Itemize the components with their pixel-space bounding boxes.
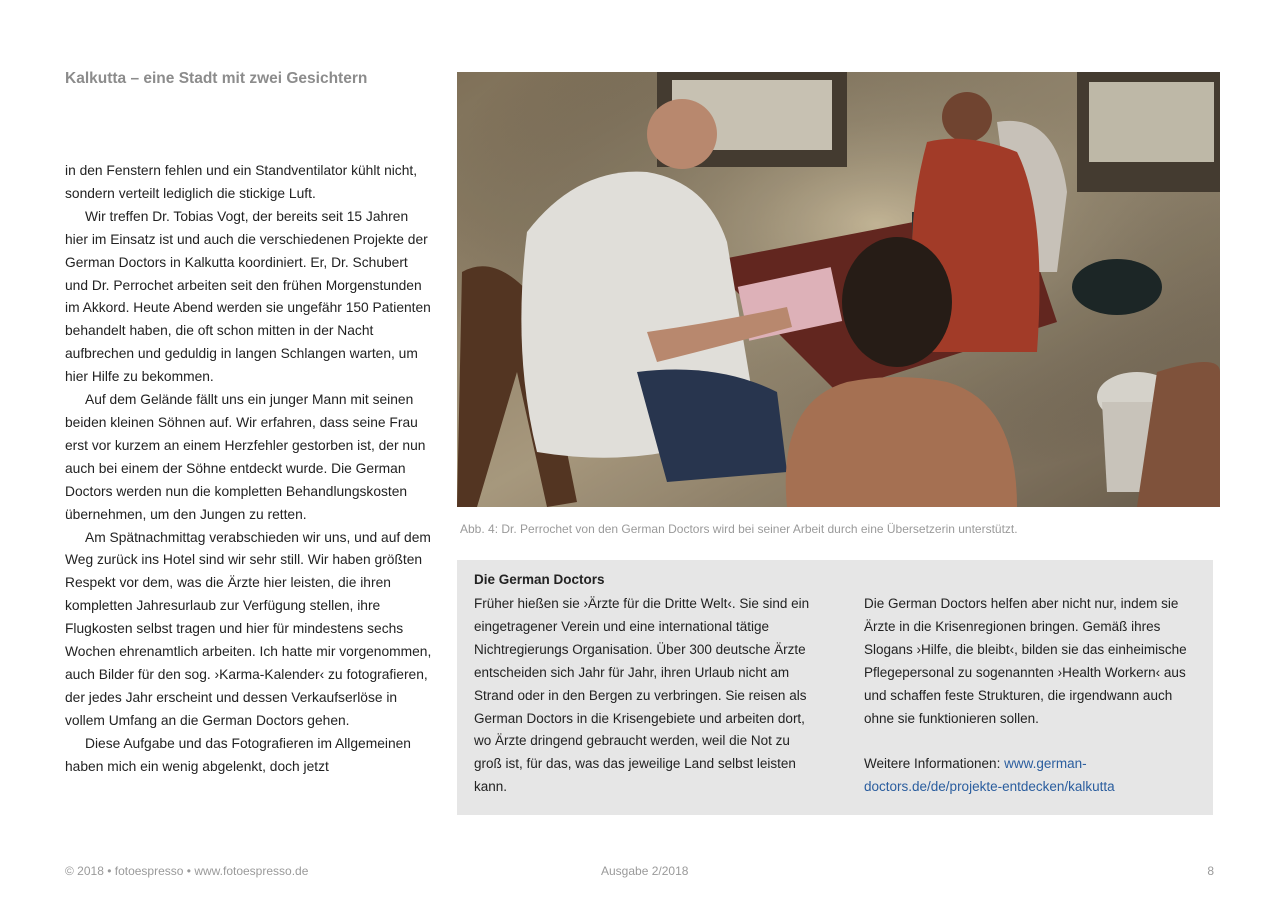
- photo-illustration: [457, 72, 1220, 507]
- article-photo: [457, 72, 1220, 507]
- more-info-label: Weitere Informationen:: [864, 756, 1005, 772]
- article-paragraph: Diese Aufgabe und das Fotografieren im Allgemeinen haben mich ein wenig abgelenkt, doch jetzt: [65, 735, 411, 774]
- info-box-column-left: [474, 593, 814, 799]
- article-paragraph: Auf dem Gelände fällt uns ein junger Mann mit seinen beiden kleinen Söhnen auf. Wir erfahren, dass seine Frau erst vor kurzem an einem Herzfehler gestorben ist, der nun auch bei einem der Söhne entdeckt wurde. Die German Doctors werden nun die kompletten Behandlungskosten übernehmen, um den Jungen zu retten.: [65, 392, 426, 522]
- info-box-heading: Die German Doctors: [474, 572, 605, 587]
- article-paragraph: Am Spätnachmittag verabschieden wir uns, und auf dem Weg zurück ins Hotel sind wir sehr still. Wir haben größten Respekt vor dem, was die Ärzte hier leisten, die ihren kompletten Jahresurlaub zur Verfügung stellen, ihre Flugkosten selbst tragen und hier für mindestens sechs Wochen ehrenamtlich arbeiten. Ich hatte mir vorgenommen, auch Bilder für den sog. ›Karma-Kalender‹ zu fotografieren, der jedes Jahr erscheint und dessen Verkaufserlöse in vollem Umfang an die German Doctors gehen.: [65, 529, 432, 728]
- figure-caption: Abb. 4: Dr. Perrochet von den German Doctors wird bei seiner Arbeit durch eine Übersetzerin unterstützt.: [460, 522, 1018, 536]
- page-number: 8: [1207, 864, 1214, 878]
- info-box-paragraph: Früher hießen sie ›Ärzte für die Dritte Welt‹. Sie sind ein eingetragener Verein und eine international tätige Nichtregierungs Organisation. Über 300 deutsche Ärzte entscheiden sich Jahr für Jahr, ihren Urlaub nicht am Strand oder in den Bergen zu verbringen. Sie reisen als German Doctors in die Krisengebiete und arbeiten dort, wo Ärzte dringend gebraucht werden, weil die Not zu groß ist, für das, was das jeweilige Land selbst leisten kann.: [474, 596, 810, 795]
- section-title: Kalkutta – eine Stadt mit zwei Gesichtern: [65, 70, 368, 87]
- footer-issue: Ausgabe 2/2018: [601, 864, 689, 878]
- footer-copyright: © 2018 • fotoespresso • www.fotoespresso.de: [65, 864, 309, 878]
- more-info-line: [864, 753, 1194, 799]
- article-paragraph: in den Fenstern fehlen und ein Standventilator kühlt nicht, sondern verteilt lediglich die stickige Luft.: [65, 163, 418, 201]
- article-paragraph: Wir treffen Dr. Tobias Vogt, der bereits seit 15 Jahren hier im Einsatz ist und auch die verschiedenen Projekte der German Doctors in Kalkutta koordiniert. Er, Dr. Schubert und Dr. Perrochet arbeiten seit den frühen Morgenstunden im Akkord. Heute Abend werden sie ungefähr 150 Patienten behandelt haben, die oft schon mitten in der Nacht aufbrechen und geduldig in langen Schlangen warten, um hier Hilfe zu bekommen.: [65, 208, 431, 385]
- article-body: [65, 160, 433, 778]
- info-box-column-right: [864, 593, 1194, 799]
- info-box-paragraph: Die German Doctors helfen aber nicht nur, indem sie Ärzte in die Krisenregionen bringen. Gemäß ihres Slogans ›Hilfe, die bleibt‹, bilden sie das einheimische Pflegepersonal zu sogenannten ›Health Workern‹ aus und schaffen feste Strukturen, die irgendwann auch ohne sie funktionieren sollen.: [864, 596, 1187, 726]
- info-box: [457, 560, 1213, 815]
- more-info-link[interactable]: www.german-doctors.de/de/projekte-entdecken/kalkutta: [864, 756, 1115, 795]
